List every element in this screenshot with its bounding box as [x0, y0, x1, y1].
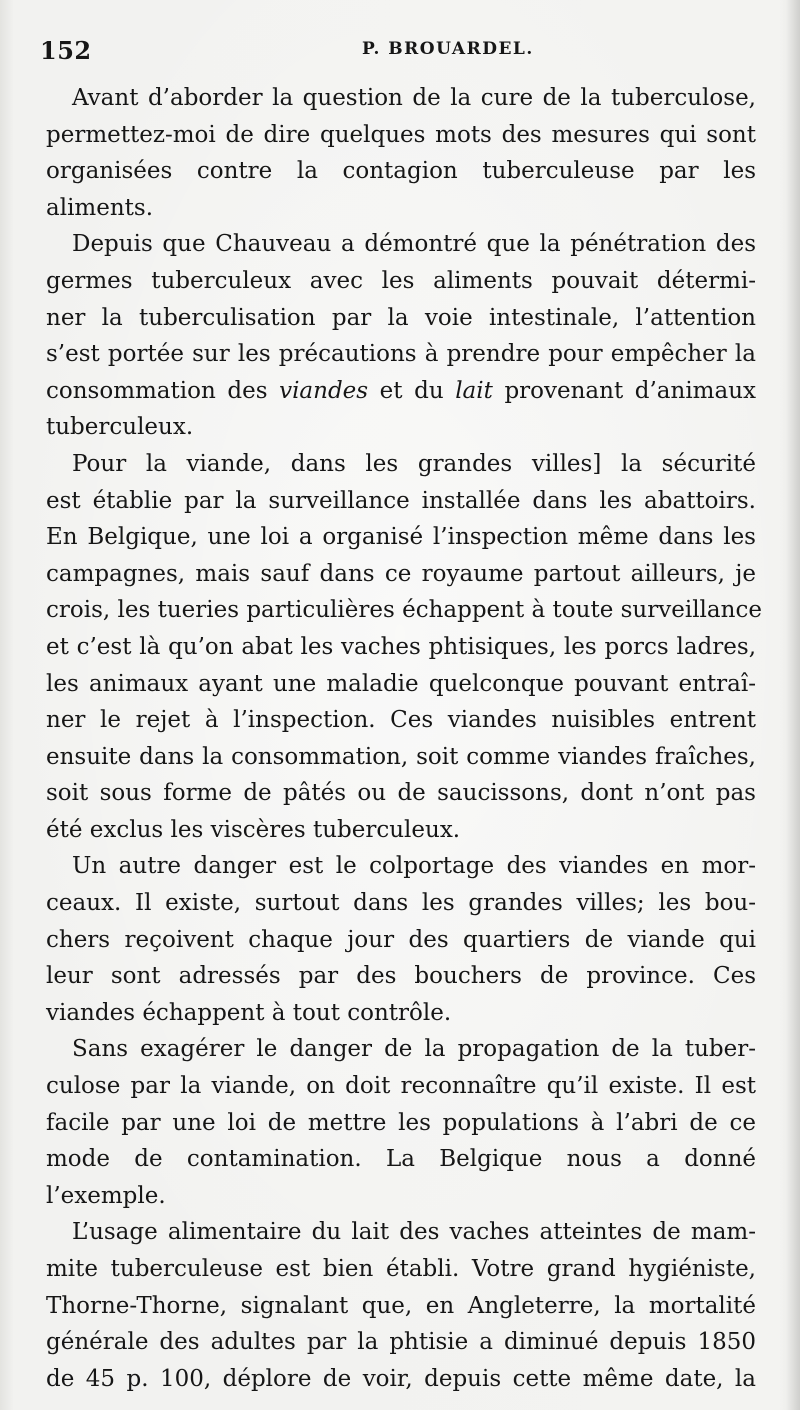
page-number: 152: [40, 36, 92, 65]
text-segment: l’exemple.: [46, 1182, 166, 1209]
text-line: [46, 885, 756, 922]
text-segment: provenant d’animaux: [492, 377, 756, 404]
text-line: [46, 666, 756, 703]
italic-text: lait: [455, 377, 493, 404]
text-line: [46, 263, 756, 300]
text-line: [46, 80, 756, 117]
text-line: [46, 373, 756, 410]
text-line: [46, 336, 756, 373]
text-segment: En Belgique, une loi a organisé l’inspection même dans les: [46, 524, 756, 551]
text-segment: et c’est là qu’on abat les vaches phtisiques, les porcs ladres,: [46, 633, 756, 660]
body-text: [46, 80, 762, 1397]
page-header: [40, 36, 760, 66]
text-line: [46, 592, 762, 629]
text-line: [46, 117, 756, 154]
text-line: [46, 629, 756, 666]
text-segment: facile par une loi de mettre les populations à l’abri de ce: [46, 1109, 756, 1136]
text-segment: générale des adultes par la phtisie a diminué depuis 1850: [46, 1329, 756, 1356]
text-segment: organisées contre la contagion tuberculeuse par les: [46, 158, 756, 185]
text-line: [46, 922, 756, 959]
text-segment: Depuis que Chauveau a démontré que la pénétration des: [72, 231, 756, 258]
text-segment: culose par la viande, on doit reconnaître qu’il existe. Il est: [46, 1073, 756, 1100]
text-segment: permettez-moi de dire quelques mots des mesures qui sont: [46, 121, 756, 148]
text-segment: mite tuberculeuse est bien établi. Votre grand hygiéniste,: [46, 1256, 756, 1282]
text-line: [46, 1251, 756, 1288]
text-line: [46, 190, 756, 227]
text-segment: aliments.: [46, 194, 154, 221]
text-segment: viandes échappent à tout contrôle.: [46, 999, 452, 1026]
text-segment: ensuite dans la consommation, soit comme viandes fraîches,: [46, 743, 756, 770]
page-edge-shadow: [786, 0, 800, 1410]
text-line: [46, 556, 756, 593]
text-line: [46, 958, 756, 995]
text-segment: s’est portée sur les précautions à prendre pour empêcher la: [46, 341, 756, 368]
text-segment: Sans exagérer le danger de la propagation de la tuber-: [72, 1036, 756, 1063]
text-line: [46, 1361, 756, 1398]
text-line: [46, 1105, 756, 1142]
text-line: [46, 153, 756, 190]
italic-text: viandes: [279, 377, 369, 404]
text-segment: ner la tuberculisation par la voie intestinale, l’attention: [46, 304, 756, 331]
text-segment: Pour la viande, dans les grandes villes] la sécurité: [72, 450, 756, 477]
text-line: [46, 812, 756, 849]
text-line: [46, 1031, 756, 1068]
text-segment: Un autre danger est le colportage des viandes en mor-: [72, 853, 756, 880]
text-line: [46, 1214, 756, 1251]
text-segment: chers reçoivent chaque jour des quartiers de viande qui: [46, 926, 756, 953]
text-segment: et du: [368, 377, 456, 404]
text-segment: germes tuberculeux avec les aliments pouvait détermi-: [46, 267, 756, 294]
text-segment: campagnes, mais sauf dans ce royaume partout ailleurs, je: [46, 560, 756, 587]
text-line: [46, 1178, 756, 1215]
text-segment: consommation des: [46, 377, 280, 404]
running-head: P. BROUARDEL.: [362, 39, 534, 59]
text-line: [46, 702, 756, 739]
text-line: [46, 1068, 756, 1105]
text-segment: de 45 p. 100, déplore de voir, depuis cette même date, la: [46, 1365, 756, 1392]
text-segment: crois, les tueries particulières échappent à toute surveillance: [46, 597, 762, 624]
text-segment: soit sous forme de pâtés ou de saucissons, dont n’ont pas: [46, 780, 756, 807]
text-line: [46, 739, 756, 776]
text-segment: mode de contamination. La Belgique nous a donné: [46, 1146, 756, 1173]
text-segment: leur sont adressés par des bouchers de province. Ces: [46, 963, 756, 990]
text-segment: été exclus les viscères tuberculeux.: [46, 816, 461, 843]
text-line: [46, 1324, 756, 1361]
text-line: [46, 409, 756, 446]
text-line: [46, 995, 756, 1032]
text-segment: ceaux. Il existe, surtout dans les grandes villes; les bou-: [46, 890, 756, 917]
text-line: [46, 519, 756, 556]
text-line: [46, 1141, 756, 1178]
text-line: [46, 1288, 756, 1325]
text-line: [46, 483, 756, 520]
text-segment: L’usage alimentaire du lait des vaches atteintes de mam-: [72, 1219, 756, 1246]
text-line: [46, 848, 756, 885]
text-segment: les animaux ayant une maladie quelconque pouvant entraî-: [46, 670, 756, 697]
text-line: [46, 775, 756, 812]
text-line: [46, 226, 756, 263]
text-line: [46, 446, 756, 483]
text-segment: est établie par la surveillance installée dans les abattoirs.: [46, 487, 756, 514]
text-segment: Thorne-Thorne, signalant que, en Angleterre, la mortalité: [46, 1292, 756, 1319]
text-segment: Avant d’aborder la question de la cure de la tuberculose,: [72, 85, 756, 111]
text-segment: tuberculeux.: [46, 414, 194, 441]
text-segment: ner le rejet à l’inspection. Ces viandes nuisibles entrent: [46, 707, 756, 734]
text-line: [46, 300, 756, 337]
